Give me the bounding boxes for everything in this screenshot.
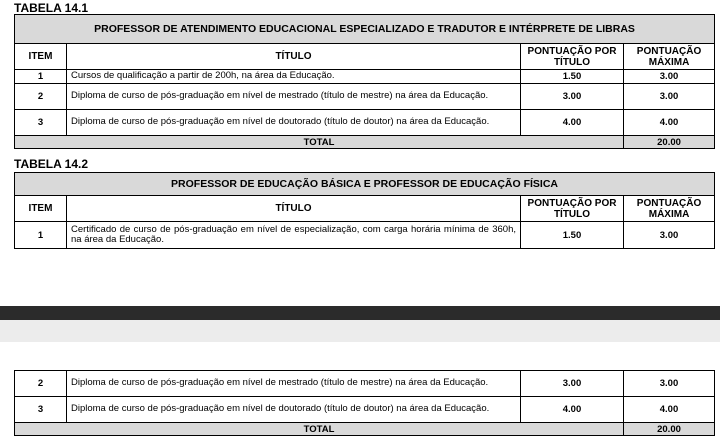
row-maxima: 4.00 [624,110,715,136]
row-item: 2 [15,371,67,397]
table-14-2-caption: TABELA 14.2 [14,157,89,171]
row-titulo: Diploma de curso de pós-graduação em nível de mestrado (título de mestre) na área da Educação. [67,84,521,110]
table-14-2 [14,172,715,249]
row-titulo: Certificado de curso de pós-graduação em nível de especialização, com carga horária mínima de 360h, na área da Educação. [67,222,521,249]
row-por-titulo: 1.50 [521,222,624,249]
header-pontuacao-titulo: PONTUAÇÃO POR TÍTULO [521,44,624,70]
header-item: ITEM [15,44,67,70]
total-value: 20.00 [624,423,715,436]
table-14-1 [14,14,715,149]
header-pontuacao-maxima: PONTUAÇÃO MÁXIMA [624,196,715,222]
page-gap [0,320,720,342]
row-por-titulo: 3.00 [521,371,624,397]
row-por-titulo: 4.00 [521,110,624,136]
table-row [15,371,715,397]
header-titulo: TÍTULO [67,196,521,222]
header-pontuacao-titulo: PONTUAÇÃO POR TÍTULO [521,196,624,222]
table-14-1-caption: TABELA 14.1 [14,1,89,15]
row-item: 2 [15,84,67,110]
row-maxima: 3.00 [624,371,715,397]
table-row [15,222,715,249]
row-por-titulo: 4.00 [521,397,624,423]
total-label: TOTAL [15,423,624,436]
table-row [15,110,715,136]
row-maxima: 3.00 [624,222,715,249]
row-item: 1 [15,222,67,249]
total-value: 20.00 [624,136,715,149]
row-item: 3 [15,110,67,136]
row-maxima: 3.00 [624,70,715,84]
header-titulo: TÍTULO [67,44,521,70]
row-titulo: Diploma de curso de pós-graduação em nível de doutorado (título de doutor) na área da Educação. [67,110,521,136]
table-row [15,397,715,423]
total-row [15,423,715,436]
table-14-2-band-title: PROFESSOR DE EDUCAÇÃO BÁSICA E PROFESSOR DE EDUCAÇÃO FÍSICA [15,173,715,196]
table-row [15,70,715,84]
table-fragment [14,370,715,436]
total-row [15,136,715,149]
row-titulo: Diploma de curso de pós-graduação em nível de doutorado (título de doutor) na área da Educação. [67,397,521,423]
row-maxima: 4.00 [624,397,715,423]
row-item: 3 [15,397,67,423]
row-por-titulo: 3.00 [521,84,624,110]
header-pontuacao-maxima: PONTUAÇÃO MÁXIMA [624,44,715,70]
header-item: ITEM [15,196,67,222]
row-titulo: Diploma de curso de pós-graduação em nível de mestrado (título de mestre) na área da Educação. [67,371,521,397]
table-row [15,84,715,110]
row-por-titulo: 1.50 [521,70,624,84]
page-separator [0,306,720,320]
row-titulo: Cursos de qualificação a partir de 200h, na área da Educação. [67,70,521,84]
row-maxima: 3.00 [624,84,715,110]
total-label: TOTAL [15,136,624,149]
row-item: 1 [15,70,67,84]
table-14-1-band-title: PROFESSOR DE ATENDIMENTO EDUCACIONAL ESPECIALIZADO E TRADUTOR E INTÉRPRETE DE LIBRAS [15,15,715,44]
